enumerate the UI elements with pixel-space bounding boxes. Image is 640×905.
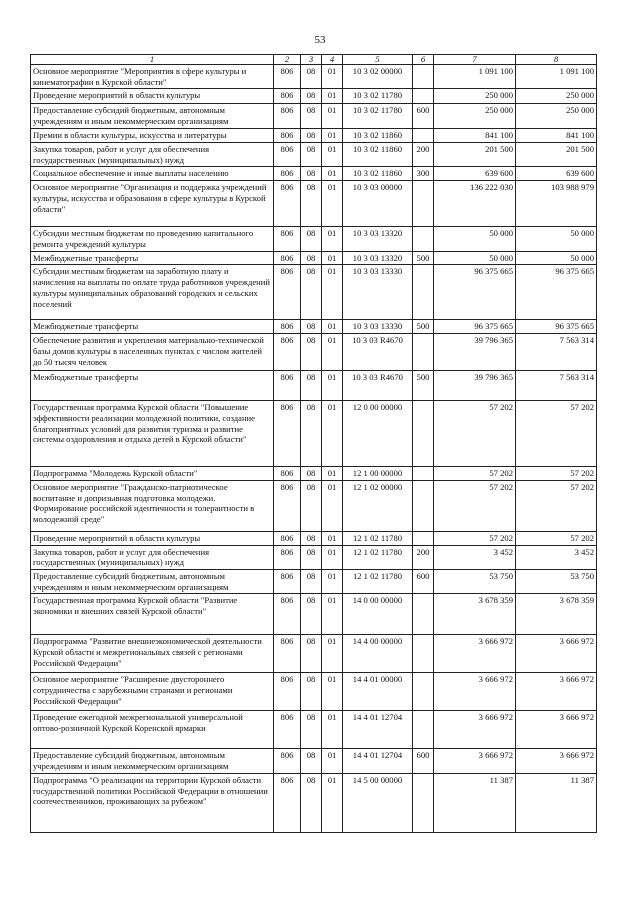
row-amount-8: 250 000	[516, 89, 597, 104]
row-code-4: 01	[322, 334, 343, 371]
row-code-6: 600	[413, 104, 434, 128]
row-name: Проведение мероприятий в области культуры	[31, 89, 274, 104]
row-name: Государственная программа Курской области "Повышение эффективности реализации молодежной политики, создание благоприятных условий для развития туризма и развитие системы оздоровления и отдыха детей в Курской области"	[31, 401, 274, 467]
table-row	[31, 480, 597, 531]
row-code-4: 01	[322, 181, 343, 227]
row-amount-8: 841 100	[516, 128, 597, 142]
row-name: Основное мероприятие "Мероприятия в сфере культуры и кинематографии в Курской области"	[31, 65, 274, 89]
row-code-2: 806	[274, 227, 301, 251]
row-code-3: 08	[301, 371, 322, 401]
row-code-5: 14 5 00 00000	[343, 773, 413, 832]
row-code-3: 08	[301, 480, 322, 531]
row-code-5: 10 3 03 13320	[343, 251, 413, 265]
row-code-5: 12 1 02 11780	[343, 531, 413, 545]
row-amount-7: 3 666 972	[434, 673, 516, 711]
row-code-6	[413, 711, 434, 749]
row-code-4: 01	[322, 545, 343, 569]
row-code-6	[413, 128, 434, 142]
table-row	[31, 334, 597, 371]
row-name: Основное мероприятие "Гражданско-патриотическое воспитание и допризывная подготовка молодежи. Формирование российской идентичности и толерантности в молодежной среде"	[31, 480, 274, 531]
row-amount-8: 201 500	[516, 142, 597, 166]
row-amount-8: 96 375 665	[516, 320, 597, 334]
table-row	[31, 594, 597, 635]
row-code-6: 600	[413, 570, 434, 594]
row-code-3: 08	[301, 773, 322, 832]
row-code-2: 806	[274, 467, 301, 481]
row-name: Субсидии местным бюджетам по проведению капитального ремонта учреждений культуры	[31, 227, 274, 251]
row-code-6	[413, 227, 434, 251]
row-amount-8: 103 988 979	[516, 181, 597, 227]
table-row	[31, 251, 597, 265]
row-code-4: 01	[322, 104, 343, 128]
row-code-4: 01	[322, 371, 343, 401]
row-amount-7: 50 000	[434, 227, 516, 251]
row-amount-7: 96 375 665	[434, 265, 516, 320]
row-name: Основное мероприятие "Расширение двустороннего сотрудничества с зарубежными странами и регионами Российской Федерации"	[31, 673, 274, 711]
page-number: 53	[314, 34, 326, 46]
row-code-4: 01	[322, 128, 343, 142]
table-row	[31, 673, 597, 711]
row-code-2: 806	[274, 401, 301, 467]
row-code-4: 01	[322, 65, 343, 89]
row-amount-7: 841 100	[434, 128, 516, 142]
row-amount-7: 39 796 365	[434, 371, 516, 401]
table-row	[31, 142, 597, 166]
row-amount-7: 50 000	[434, 251, 516, 265]
row-amount-8: 1 091 100	[516, 65, 597, 89]
row-name: Подпрограмма "Молодежь Курской области"	[31, 467, 274, 481]
row-amount-7: 3 666 972	[434, 749, 516, 773]
row-code-6: 200	[413, 545, 434, 569]
table-row	[31, 467, 597, 481]
row-amount-8: 639 600	[516, 167, 597, 181]
row-code-6	[413, 673, 434, 711]
row-code-6	[413, 480, 434, 531]
row-amount-8: 3 678 359	[516, 594, 597, 635]
row-code-4: 01	[322, 635, 343, 673]
row-code-6: 300	[413, 167, 434, 181]
row-code-2: 806	[274, 334, 301, 371]
table-row	[31, 545, 597, 569]
budget-table	[30, 54, 597, 833]
table-header-row	[31, 55, 597, 65]
row-code-2: 806	[274, 673, 301, 711]
row-amount-7: 57 202	[434, 480, 516, 531]
row-amount-8: 3 666 972	[516, 711, 597, 749]
row-code-5: 14 0 00 00000	[343, 594, 413, 635]
row-amount-7: 53 750	[434, 570, 516, 594]
row-name: Межбюджетные трансферты	[31, 251, 274, 265]
row-amount-8: 57 202	[516, 401, 597, 467]
table-row	[31, 749, 597, 773]
row-code-3: 08	[301, 401, 322, 467]
row-code-3: 08	[301, 89, 322, 104]
row-name: Предоставление субсидий бюджетным, автономным учреждениям и иным некоммерческим организациям	[31, 749, 274, 773]
row-code-3: 08	[301, 320, 322, 334]
row-code-2: 806	[274, 570, 301, 594]
column-header: 1	[31, 55, 274, 65]
row-code-4: 01	[322, 480, 343, 531]
row-code-5: 14 4 01 12704	[343, 749, 413, 773]
row-code-5: 12 1 02 11780	[343, 570, 413, 594]
row-code-2: 806	[274, 711, 301, 749]
row-code-4: 01	[322, 749, 343, 773]
row-amount-7: 11 387	[434, 773, 516, 832]
column-header: 7	[434, 55, 516, 65]
row-code-2: 806	[274, 480, 301, 531]
row-code-6: 500	[413, 371, 434, 401]
row-code-4: 01	[322, 711, 343, 749]
row-code-4: 01	[322, 673, 343, 711]
row-code-3: 08	[301, 635, 322, 673]
row-code-3: 08	[301, 181, 322, 227]
row-name: Государственная программа Курской области "Развитие экономики и внешних связей Курской области"	[31, 594, 274, 635]
row-code-4: 01	[322, 531, 343, 545]
table-row	[31, 104, 597, 128]
row-code-5: 10 3 02 11860	[343, 128, 413, 142]
row-code-4: 01	[322, 89, 343, 104]
row-amount-8: 7 563 314	[516, 371, 597, 401]
row-code-4: 01	[322, 167, 343, 181]
row-amount-7: 39 796 365	[434, 334, 516, 371]
row-code-5: 10 3 03 13320	[343, 227, 413, 251]
column-header: 3	[301, 55, 322, 65]
row-amount-8: 57 202	[516, 467, 597, 481]
row-code-3: 08	[301, 545, 322, 569]
row-code-4: 01	[322, 570, 343, 594]
row-name: Подпрограмма "Развитие внешнеэкономической деятельности Курской области и межрегиональных связей с регионами Российской Федерации"	[31, 635, 274, 673]
row-amount-7: 3 452	[434, 545, 516, 569]
row-code-3: 08	[301, 251, 322, 265]
table-row	[31, 265, 597, 320]
row-code-4: 01	[322, 265, 343, 320]
row-code-6	[413, 635, 434, 673]
row-code-2: 806	[274, 89, 301, 104]
table-row	[31, 167, 597, 181]
row-amount-8: 11 387	[516, 773, 597, 832]
row-code-6	[413, 65, 434, 89]
row-code-6	[413, 467, 434, 481]
row-name: Подпрограмма "О реализации на территории Курской области государственной политики Российской Федерации в отношении соотечественников, проживающих за рубежом"	[31, 773, 274, 832]
table-row	[31, 401, 597, 467]
table-row	[31, 570, 597, 594]
row-code-3: 08	[301, 673, 322, 711]
row-code-6	[413, 265, 434, 320]
row-code-3: 08	[301, 570, 322, 594]
row-amount-7: 96 375 665	[434, 320, 516, 334]
row-code-5: 10 3 03 00000	[343, 181, 413, 227]
row-code-4: 01	[322, 142, 343, 166]
row-amount-7: 250 000	[434, 104, 516, 128]
row-code-2: 806	[274, 128, 301, 142]
row-code-5: 10 3 02 11860	[343, 142, 413, 166]
row-name: Закупка товаров, работ и услуг для обеспечения государственных (муниципальных) нужд	[31, 545, 274, 569]
row-code-2: 806	[274, 773, 301, 832]
table-row	[31, 320, 597, 334]
row-code-5: 12 1 02 00000	[343, 480, 413, 531]
row-code-5: 12 0 00 00000	[343, 401, 413, 467]
row-amount-8: 50 000	[516, 251, 597, 265]
row-code-3: 08	[301, 531, 322, 545]
row-code-2: 806	[274, 251, 301, 265]
row-code-2: 806	[274, 635, 301, 673]
row-code-5: 10 3 02 00000	[343, 65, 413, 89]
row-amount-7: 639 600	[434, 167, 516, 181]
row-code-2: 806	[274, 371, 301, 401]
row-amount-7: 57 202	[434, 531, 516, 545]
row-code-4: 01	[322, 401, 343, 467]
row-code-6: 500	[413, 251, 434, 265]
row-code-2: 806	[274, 594, 301, 635]
row-code-5: 10 3 02 11860	[343, 167, 413, 181]
row-code-5: 10 3 02 11780	[343, 104, 413, 128]
row-code-6	[413, 531, 434, 545]
column-header: 5	[343, 55, 413, 65]
row-code-5: 10 3 03 13330	[343, 265, 413, 320]
row-code-5: 10 3 03 R4670	[343, 371, 413, 401]
table-row	[31, 128, 597, 142]
row-code-3: 08	[301, 711, 322, 749]
table-row	[31, 773, 597, 832]
row-code-3: 08	[301, 104, 322, 128]
row-code-6: 600	[413, 749, 434, 773]
row-code-6	[413, 773, 434, 832]
row-amount-7: 136 222 030	[434, 181, 516, 227]
table-row	[31, 65, 597, 89]
row-code-4: 01	[322, 227, 343, 251]
row-code-2: 806	[274, 531, 301, 545]
row-code-5: 10 3 03 13330	[343, 320, 413, 334]
row-code-2: 806	[274, 545, 301, 569]
row-amount-8: 250 000	[516, 104, 597, 128]
row-code-3: 08	[301, 142, 322, 166]
table-row	[31, 531, 597, 545]
column-header: 4	[322, 55, 343, 65]
row-amount-8: 96 375 665	[516, 265, 597, 320]
row-code-3: 08	[301, 128, 322, 142]
row-code-6: 500	[413, 320, 434, 334]
row-name: Закупка товаров, работ и услуг для обеспечения государственных (муниципальных) нужд	[31, 142, 274, 166]
row-name: Субсидии местным бюджетам на заработную плату и начисления на выплаты по оплате труда работников учреждений культуры муниципальных образований городских и сельских поселений	[31, 265, 274, 320]
row-name: Межбюджетные трансферты	[31, 320, 274, 334]
row-code-5: 14 4 01 00000	[343, 673, 413, 711]
row-amount-7: 3 666 972	[434, 711, 516, 749]
row-amount-7: 57 202	[434, 467, 516, 481]
row-amount-8: 57 202	[516, 531, 597, 545]
row-amount-8: 57 202	[516, 480, 597, 531]
row-code-5: 10 3 02 11780	[343, 89, 413, 104]
row-code-6	[413, 594, 434, 635]
row-name: Проведение мероприятий в области культуры	[31, 531, 274, 545]
row-code-2: 806	[274, 142, 301, 166]
row-amount-8: 3 666 972	[516, 749, 597, 773]
row-code-3: 08	[301, 265, 322, 320]
row-code-2: 806	[274, 65, 301, 89]
row-code-2: 806	[274, 320, 301, 334]
table-row	[31, 181, 597, 227]
row-code-3: 08	[301, 334, 322, 371]
row-amount-7: 3 678 359	[434, 594, 516, 635]
row-amount-8: 7 563 314	[516, 334, 597, 371]
row-code-6	[413, 181, 434, 227]
row-name: Премии в области культуры, искусства и литературы	[31, 128, 274, 142]
row-amount-8: 50 000	[516, 227, 597, 251]
row-name: Предоставление субсидий бюджетным, автономным учреждениям и иным некоммерческим организациям	[31, 570, 274, 594]
table-row	[31, 635, 597, 673]
row-name: Социальное обеспечение и иные выплаты населению	[31, 167, 274, 181]
row-code-2: 806	[274, 749, 301, 773]
row-code-2: 806	[274, 265, 301, 320]
row-amount-8: 53 750	[516, 570, 597, 594]
row-code-4: 01	[322, 251, 343, 265]
row-code-4: 01	[322, 467, 343, 481]
row-code-5: 14 4 00 00000	[343, 635, 413, 673]
row-code-3: 08	[301, 594, 322, 635]
row-code-5: 12 1 00 00000	[343, 467, 413, 481]
row-amount-7: 250 000	[434, 89, 516, 104]
row-code-4: 01	[322, 320, 343, 334]
row-name: Проведение ежегодной межрегиональной универсальной оптово-розничной Курской Коренской ярмарки	[31, 711, 274, 749]
row-amount-7: 57 202	[434, 401, 516, 467]
row-amount-7: 1 091 100	[434, 65, 516, 89]
table-row	[31, 371, 597, 401]
row-code-3: 08	[301, 65, 322, 89]
row-amount-8: 3 452	[516, 545, 597, 569]
table-row	[31, 89, 597, 104]
row-code-3: 08	[301, 227, 322, 251]
row-amount-7: 201 500	[434, 142, 516, 166]
row-code-5: 10 3 03 R4670	[343, 334, 413, 371]
row-code-6	[413, 401, 434, 467]
column-header: 6	[413, 55, 434, 65]
row-amount-8: 3 666 972	[516, 673, 597, 711]
row-code-3: 08	[301, 467, 322, 481]
row-name: Предоставление субсидий бюджетным, автономным учреждениям и иным некоммерческим организациям	[31, 104, 274, 128]
row-name: Основное мероприятие "Организация и поддержка учреждений культуры, искусства и образования в сфере культуры в Курской области"	[31, 181, 274, 227]
row-code-2: 806	[274, 167, 301, 181]
table-row	[31, 227, 597, 251]
row-name: Обеспечение развития и укрепления материально-технической базы домов культуры в населенных пунктах с числом жителей до 50 тысяч человек	[31, 334, 274, 371]
row-code-6: 200	[413, 142, 434, 166]
row-code-3: 08	[301, 167, 322, 181]
row-code-6	[413, 334, 434, 371]
row-code-2: 806	[274, 181, 301, 227]
column-header: 8	[516, 55, 597, 65]
row-code-4: 01	[322, 773, 343, 832]
row-code-4: 01	[322, 594, 343, 635]
row-code-6	[413, 89, 434, 104]
row-code-3: 08	[301, 749, 322, 773]
row-amount-7: 3 666 972	[434, 635, 516, 673]
column-header: 2	[274, 55, 301, 65]
row-name: Межбюджетные трансферты	[31, 371, 274, 401]
row-code-2: 806	[274, 104, 301, 128]
row-amount-8: 3 666 972	[516, 635, 597, 673]
row-code-5: 14 4 01 12704	[343, 711, 413, 749]
table-row	[31, 711, 597, 749]
row-code-5: 12 1 02 11780	[343, 545, 413, 569]
